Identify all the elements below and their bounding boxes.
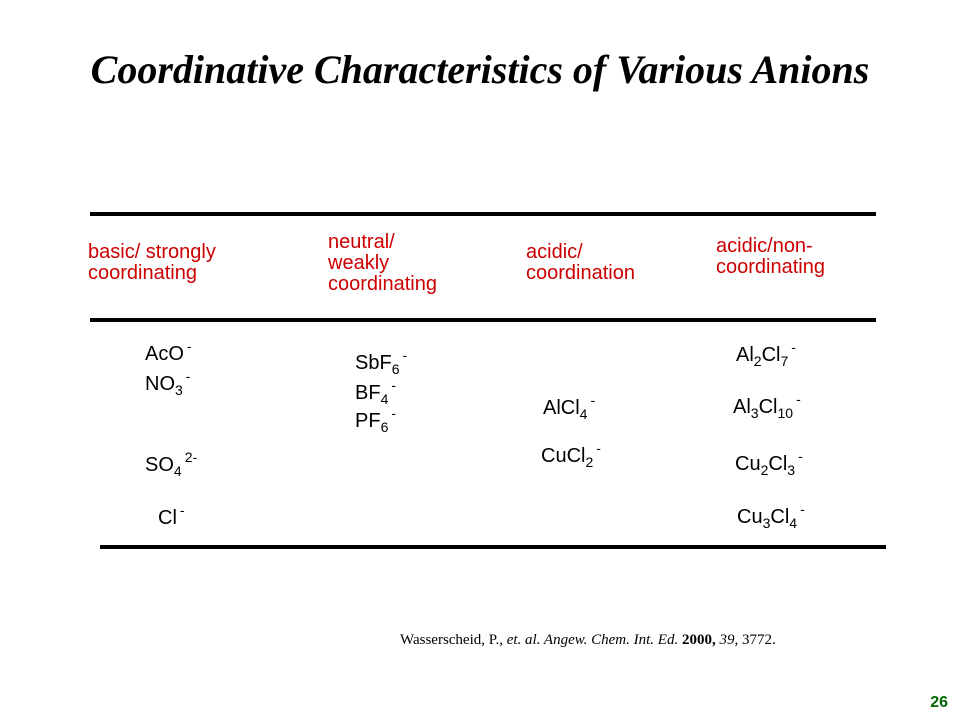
header-acidic-non-coordinating: acidic/non- coordinating [716, 235, 825, 278]
anion-nitrate: $NO_3^-$ [145, 368, 191, 398]
table-bottom-rule [100, 545, 886, 549]
anion-hexafluoroantimonate: SbF$_6$- [355, 347, 408, 377]
anion-trichlorodicuprate: $Cu_2Cl_3^-$ [735, 448, 803, 478]
anion-tetrachlorotricuprate: $Cu_3Cl_4^-$ [737, 501, 805, 531]
header-neutral-weakly-coordinating: neutral/ weakly coordinating [328, 231, 437, 295]
anion-dichlorocuprate: CuCl$_2$- [541, 440, 601, 470]
anion-chloride: Cl - [158, 502, 185, 529]
header-basic-strongly-coordinating: basic/ strongly coordinating [88, 241, 216, 284]
slide-title: Coordinative Characteristics of Various Anions [90, 47, 870, 92]
anion-heptachlorodialuminate: $Al_2Cl_7^-$ [736, 339, 796, 369]
anion-acetate: AcO - [145, 338, 192, 365]
citation: Wasserscheid, P., et. al. Angew. Chem. Int. Ed. 2000, 39, 3772. [400, 632, 776, 648]
header-acidic-coordination: acidic/ coordination [526, 241, 635, 284]
anion-tetrachloroaluminate: AlCl$_4$- [543, 392, 596, 422]
table-header-rule [90, 318, 876, 322]
anion-tetrafluoroborate: $BF_4^-$ [355, 377, 397, 407]
anion-decachlorotrialuminate: $Al_3Cl_{10}^-$ [733, 391, 801, 421]
anion-hexafluorophosphate: $PF_6^-$ [355, 405, 397, 435]
page-number: 26 [930, 694, 948, 711]
table-top-rule [90, 212, 876, 216]
anion-sulfate: $SO_4^{2-}$ [145, 449, 198, 479]
